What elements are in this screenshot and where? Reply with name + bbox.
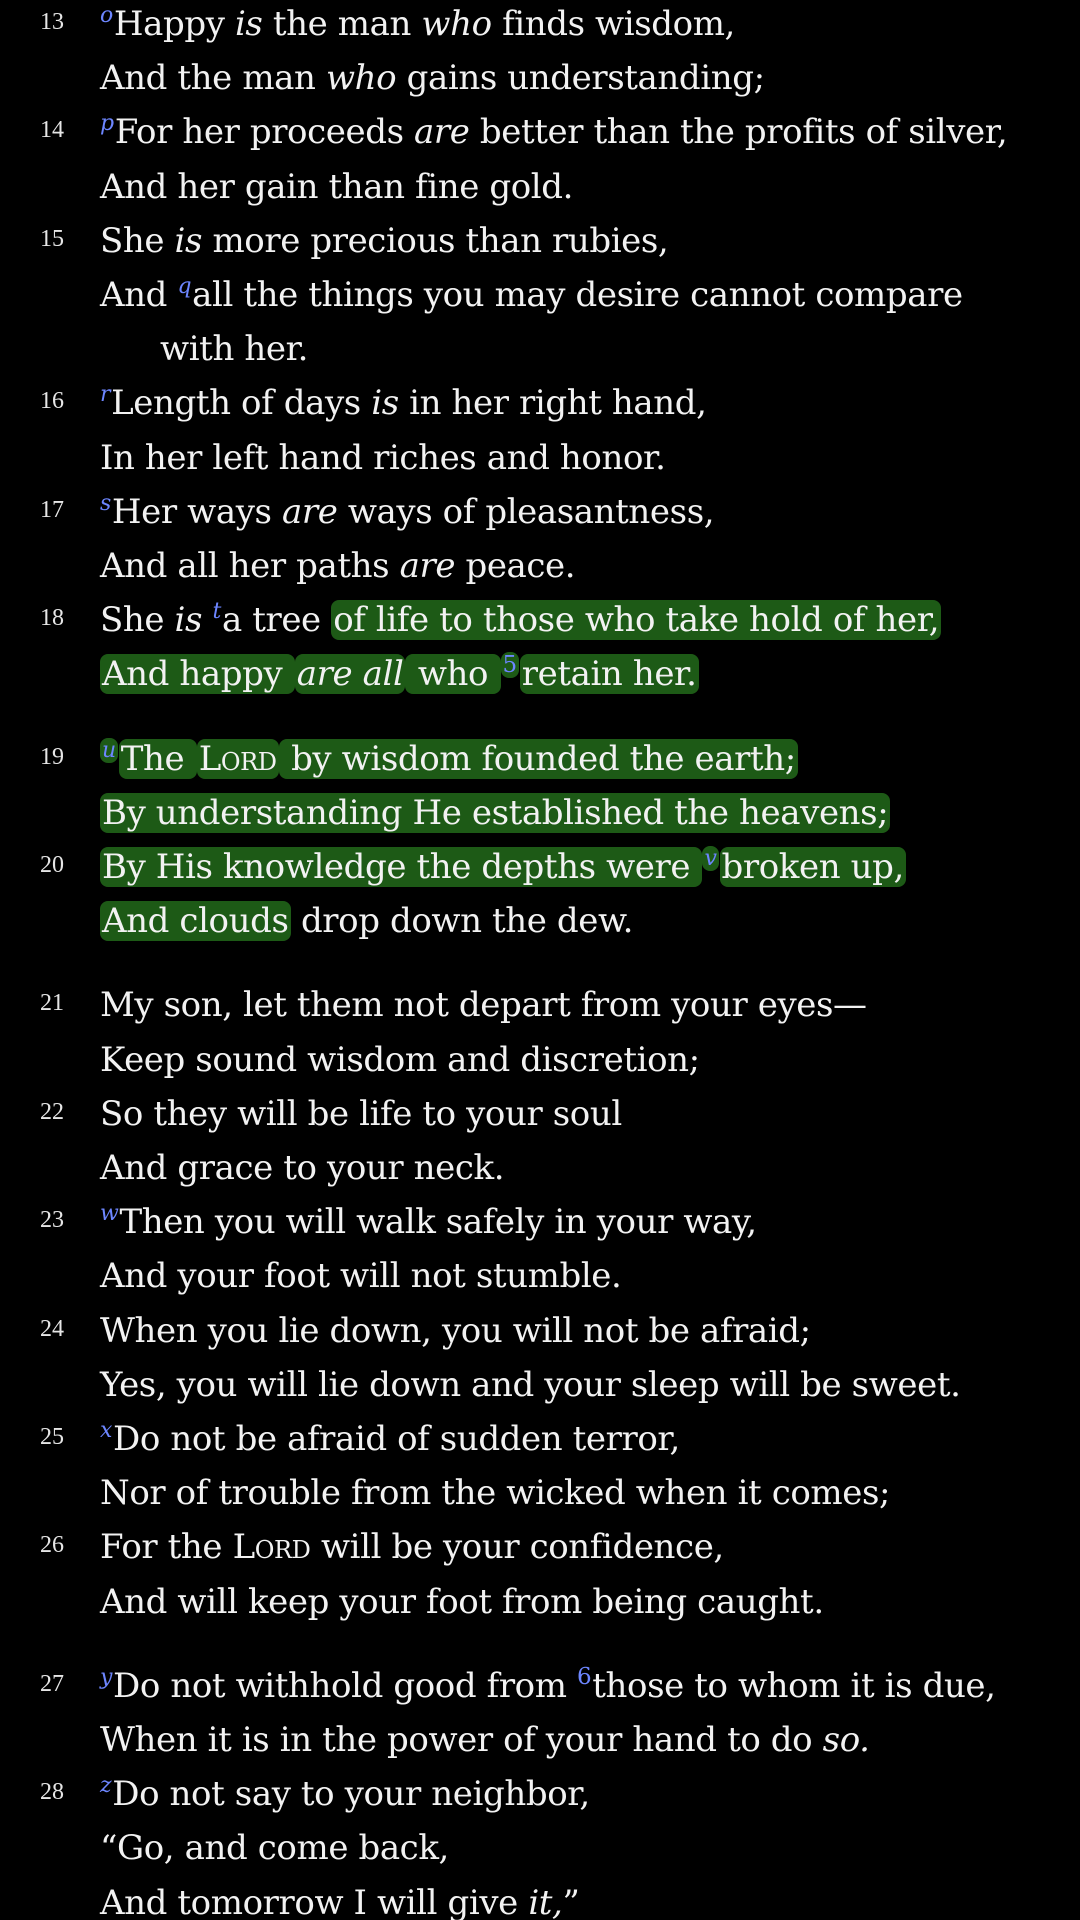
verse-number[interactable]: 15 [40,225,64,252]
continuation-line [0,897,1080,952]
footnote-marker-highlighted[interactable]: 5 [502,652,517,679]
verse-text[interactable] [100,1770,590,1818]
continuation-line [0,650,1080,705]
continuation-line [0,1578,1080,1633]
verse-line [0,1662,1080,1717]
text-segment: ” [562,1882,580,1920]
footnote-marker[interactable]: q [177,274,192,299]
footnote-marker-highlighted[interactable]: u [102,737,116,763]
text-segment-highlighted: by wisdom founded the earth; [280,738,796,779]
verse-line [0,981,1080,1036]
verse-number[interactable]: 27 [40,1670,64,1697]
text-segment [202,600,212,640]
verse-number[interactable]: 17 [40,496,64,523]
text-segment: Then you will walk safely in your way, [119,1202,757,1243]
text-segment: the man [262,4,422,44]
verse-text[interactable] [100,1361,961,1409]
text-segment-highlighted: By His knowledge the depths were [102,847,701,887]
footnote-marker-highlighted[interactable]: v [704,846,717,871]
text-segment: Yes, you will lie down and your sleep will be sweet. [100,1364,961,1405]
verse-text[interactable] [100,650,699,698]
verse-text[interactable] [100,271,963,319]
verse-number[interactable]: 22 [40,1098,64,1125]
text-segment-highlighted: retain her. [521,654,697,695]
verse-text[interactable] [100,1252,621,1300]
verse-line [0,1770,1080,1825]
divine-name-text: Lord [232,1527,311,1568]
italic-text: is [174,220,203,261]
text-segment: And will keep your foot from being caught. [100,1581,824,1622]
text-segment-highlighted: broken up, [721,847,904,887]
verse-line [0,1198,1080,1253]
verse-number[interactable]: 16 [40,388,64,415]
verse-text[interactable] [100,163,573,211]
verse-line [0,1523,1080,1578]
verse-text[interactable] [100,1523,724,1571]
footnote-marker[interactable]: w [100,1201,119,1227]
divine-name-text-highlighted: Lord [198,738,277,779]
text-segment: And [100,275,178,315]
verse-number[interactable]: 20 [40,852,64,878]
verse-text[interactable] [100,434,666,482]
text-segment: And the man [100,58,326,99]
verse-text[interactable] [160,325,308,373]
verse-text[interactable] [100,217,668,265]
text-segment: all the things you may desire cannot compare [192,275,963,315]
text-segment: Length of days [111,383,372,424]
verse-number[interactable]: 21 [40,990,64,1017]
footnote-marker[interactable]: s [100,490,111,516]
verse-line [0,488,1080,543]
verse-text[interactable] [100,1307,811,1355]
text-segment: drop down the dew. [290,901,634,942]
text-segment: Do not withhold good from [113,1665,577,1706]
italic-text-highlighted: are all [296,654,404,695]
verse-text[interactable] [100,379,707,427]
text-segment: And your foot will not stumble. [100,1256,622,1297]
verse-text[interactable] [100,843,906,891]
italic-text: so. [822,1720,870,1760]
verse-number[interactable]: 28 [40,1779,64,1806]
text-segment: Happy [113,4,235,44]
verse-text[interactable] [100,1090,622,1138]
text-segment: a tree [221,600,332,641]
continuation-line [0,325,1080,380]
text-segment-highlighted: And clouds [102,901,289,942]
text-segment-highlighted: And happy [102,654,293,695]
verse-number[interactable]: 24 [40,1315,64,1342]
verse-number[interactable]: 13 [40,9,64,35]
verse-text[interactable] [100,1578,824,1626]
verse-line [0,1307,1080,1362]
verse-line [0,596,1080,651]
text-segment-highlighted: The [120,738,195,779]
text-segment: And all her paths [100,546,400,586]
text-segment: ways of pleasantness, [337,491,715,532]
verse-text[interactable] [100,596,941,644]
verse-line [0,0,1080,55]
verse-text[interactable] [100,1716,870,1764]
text-segment: In her left hand riches and honor. [100,437,666,478]
continuation-line [0,542,1080,597]
italic-text: are [399,546,456,586]
text-segment-highlighted: By understanding He established the heavens; [102,792,889,833]
verse-text[interactable] [100,735,798,783]
footnote-marker[interactable]: x [100,1418,113,1443]
text-segment: will be your confidence, [310,1527,724,1568]
verse-number[interactable]: 18 [40,605,64,632]
text-segment: Her ways [111,491,282,532]
verse-text[interactable] [100,1036,700,1084]
footnote-marker[interactable]: o [100,3,113,28]
continuation-line [0,1252,1080,1307]
verse-number[interactable]: 23 [40,1207,64,1234]
text-segment: Keep sound wisdom and discretion; [100,1039,700,1080]
text-segment: gains understanding; [396,58,765,99]
text-segment: And her gain than fine gold. [100,166,574,207]
text-segment: And tomorrow I will give [100,1882,529,1920]
text-segment: Do not be afraid of sudden terror, [113,1419,680,1459]
text-segment: Do not say to your neighbor, [112,1774,590,1815]
verse-line [0,217,1080,272]
verse-number[interactable]: 26 [40,1532,64,1559]
italic-text: who [325,58,397,99]
text-segment: When it is in the power of your hand to do [100,1720,823,1760]
verse-text[interactable] [100,897,633,945]
verse-number[interactable]: 19 [40,743,64,770]
continuation-line [0,434,1080,489]
text-segment: peace. [455,546,576,586]
verse-text[interactable] [100,108,1007,156]
verse-text[interactable] [100,1144,504,1192]
text-segment: So they will be life to your soul [100,1093,622,1134]
verse-text[interactable] [100,789,890,837]
continuation-line [0,1879,1080,1920]
continuation-line [0,1361,1080,1416]
verse-text[interactable] [100,981,867,1029]
italic-text: are [414,112,470,153]
verse-line [0,379,1080,434]
verse-text[interactable] [100,1198,757,1246]
verse-line [0,1415,1080,1470]
verse-text[interactable] [100,1415,680,1463]
italic-text: is [234,4,263,44]
text-segment: finds wisdom, [491,4,735,44]
continuation-line [0,1036,1080,1091]
verse-text[interactable] [100,1469,890,1517]
verse-text[interactable] [100,0,735,48]
text-segment: Nor of trouble from the wicked when it comes; [100,1473,891,1514]
italic-text: it, [528,1882,563,1920]
footnote-marker[interactable]: r [100,382,111,408]
text-segment: those to whom it is due, [592,1665,996,1706]
verse-number[interactable]: 14 [40,117,64,144]
text-segment: in her right hand, [398,383,707,424]
continuation-line [0,1716,1080,1771]
verse-line [0,1090,1080,1145]
footnote-marker[interactable]: z [100,1773,112,1799]
text-segment: And grace to your neck. [100,1148,505,1188]
italic-text: are [281,491,338,532]
text-segment: She [100,600,175,641]
verse-line [0,108,1080,163]
italic-text: is [174,600,203,641]
footnote-marker[interactable]: 6 [577,1663,592,1690]
text-segment: better than the profits of silver, [469,112,1008,153]
text-segment: She [100,220,175,261]
verse-line [0,843,1080,898]
continuation-line [0,1144,1080,1199]
verse-line [0,735,1080,790]
text-segment-highlighted: of life to those who take hold of her, [333,600,940,641]
continuation-line [0,54,1080,109]
footnote-marker[interactable]: t [212,599,221,625]
text-segment: For the [100,1527,233,1568]
footnote-marker[interactable]: y [100,1664,113,1690]
italic-text: who [421,4,492,44]
text-segment: “Go, and come back, [100,1828,449,1869]
verse-text[interactable] [100,1824,449,1872]
continuation-line [0,1469,1080,1524]
text-segment: When you lie down, you will not be afraid; [100,1310,811,1351]
text-segment: with her. [160,329,309,370]
text-segment-highlighted: who [407,654,499,695]
text-segment: My son, let them not depart from your eyes— [100,985,867,1026]
continuation-line [0,271,1080,326]
verse-text[interactable] [100,1879,579,1920]
continuation-line [0,1824,1080,1879]
verse-text[interactable] [100,54,765,102]
footnote-marker[interactable]: p [100,111,114,137]
continuation-line [0,163,1080,218]
text-segment: more precious than rubies, [202,220,669,261]
verse-text[interactable] [100,542,575,590]
italic-text: is [371,383,399,424]
verse-number[interactable]: 25 [40,1424,64,1450]
verse-text[interactable] [100,488,714,536]
continuation-line [0,789,1080,844]
text-segment: For her proceeds [114,112,415,153]
verse-text[interactable] [100,1662,996,1710]
